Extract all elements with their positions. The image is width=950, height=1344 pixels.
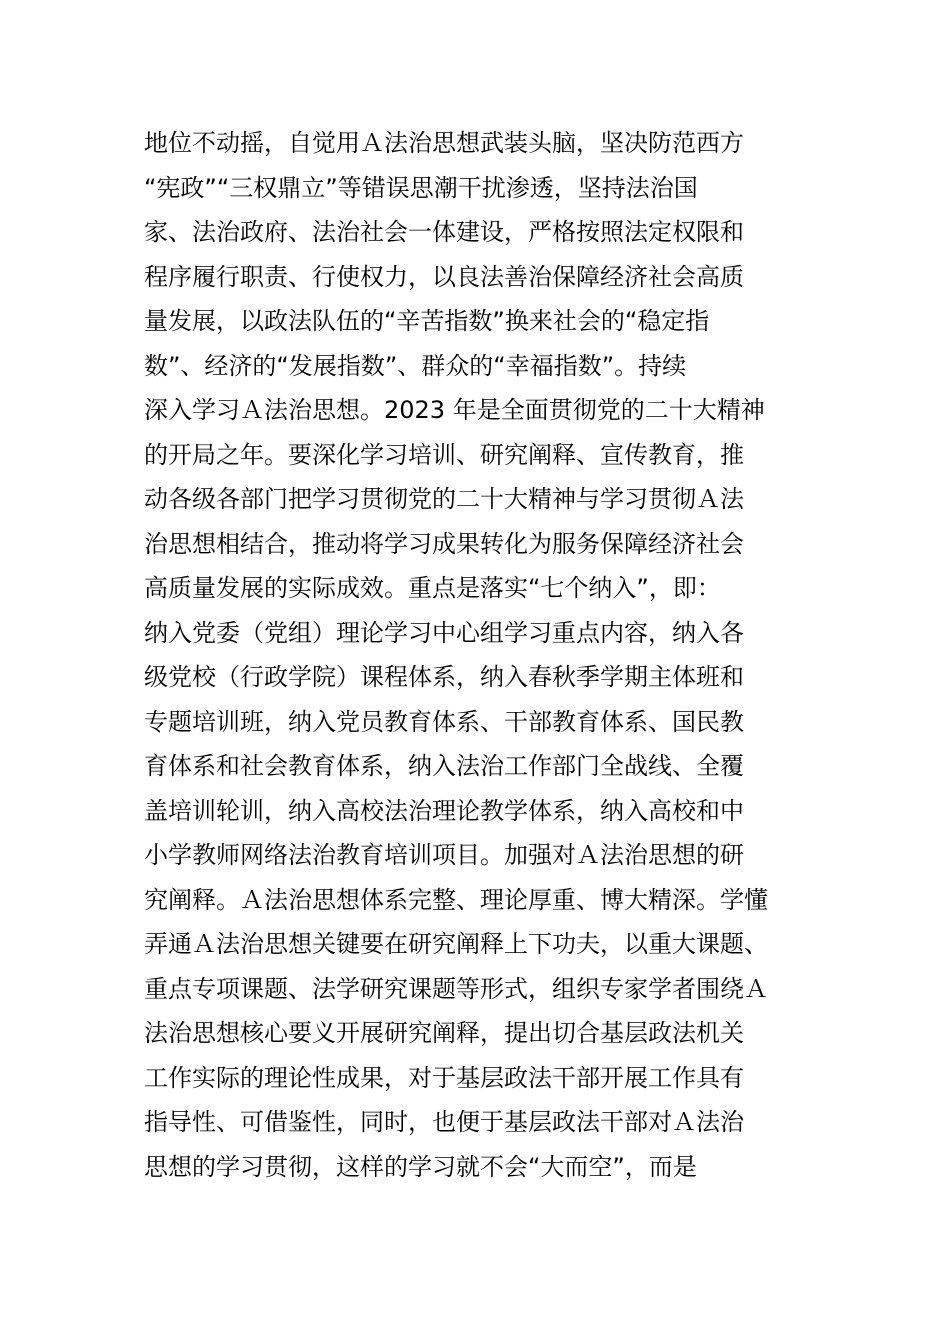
text-line: 重点专项课题、法学研究课题等形式，组织专家学者围绕Ａ — [144, 974, 768, 1003]
text-line: 法治思想核心要义开展研究阐释，提出切合基层政法机关 — [144, 1019, 744, 1047]
text-line: 指导性、可借鉴性，同时，也便于基层政法干部对Ａ法治 — [144, 1108, 744, 1136]
text-line: 程序履行职责、行使权力，以良法善治保障经济社会高质 — [144, 262, 744, 291]
text-line: 数”、经济的“发展指数”、群众的“幸福指数”。持续 — [144, 351, 687, 380]
text-line: 弄通Ａ法治思想关键要在研究阐释上下功夫，以重大课题、 — [144, 930, 768, 958]
text-line: 究阐释。Ａ法治思想体系完整、理论厚重、博大精深。学懂 — [144, 885, 768, 914]
text-line: 纳入党委（党组）理论学习中心组学习重点内容，纳入各 — [144, 618, 744, 647]
text-line: 工作实际的理论性成果，对于基层政法干部开展工作具有 — [144, 1063, 744, 1092]
text-line: 思想的学习贯彻，这样的学习就不会“大而空”，而是 — [144, 1152, 697, 1181]
text-line: 小学教师网络法治教育培训项目。加强对Ａ法治思想的研 — [144, 841, 744, 869]
text-line: 治思想相结合，推动将学习成果转化为服务保障经济社会 — [144, 529, 744, 558]
text-line: 深入学习Ａ法治思想。2023 年是全面贯彻党的二十大精神 — [144, 396, 765, 424]
text-line: 量发展，以政法队伍的“辛苦指数”换来社会的“稳定指 — [144, 307, 710, 335]
text-line: 级党校（行政学院）课程体系，纳入春秋季学期主体班和 — [144, 663, 744, 691]
text-line: 高质量发展的实际成效。重点是落实“七个纳入”，即： — [144, 574, 721, 602]
text-line: 的开局之年。要深化学习培训、研究阐释、宣传教育，推 — [144, 440, 744, 469]
text-line: 地位不动摇，自觉用Ａ法治思想武装头脑，坚决防范西方 — [144, 129, 744, 157]
text-line: 育体系和社会教育体系，纳入法治工作部门全战线、全覆 — [144, 752, 744, 780]
body-text — [144, 121, 824, 1189]
text-line: 专题培训班，纳入党员教育体系、干部教育体系、国民教 — [144, 707, 744, 736]
text-line: 家、法治政府、法治社会一体建设，严格按照法定权限和 — [144, 218, 744, 246]
text-line: 盖培训轮训，纳入高校法治理论教学体系，纳入高校和中 — [144, 796, 744, 825]
text-line: “宪政”“三权鼎立”等错误思潮干扰渗透，坚持法治国 — [144, 173, 698, 202]
text-line: 动各级各部门把学习贯彻党的二十大精神与学习贯彻Ａ法 — [144, 485, 744, 513]
